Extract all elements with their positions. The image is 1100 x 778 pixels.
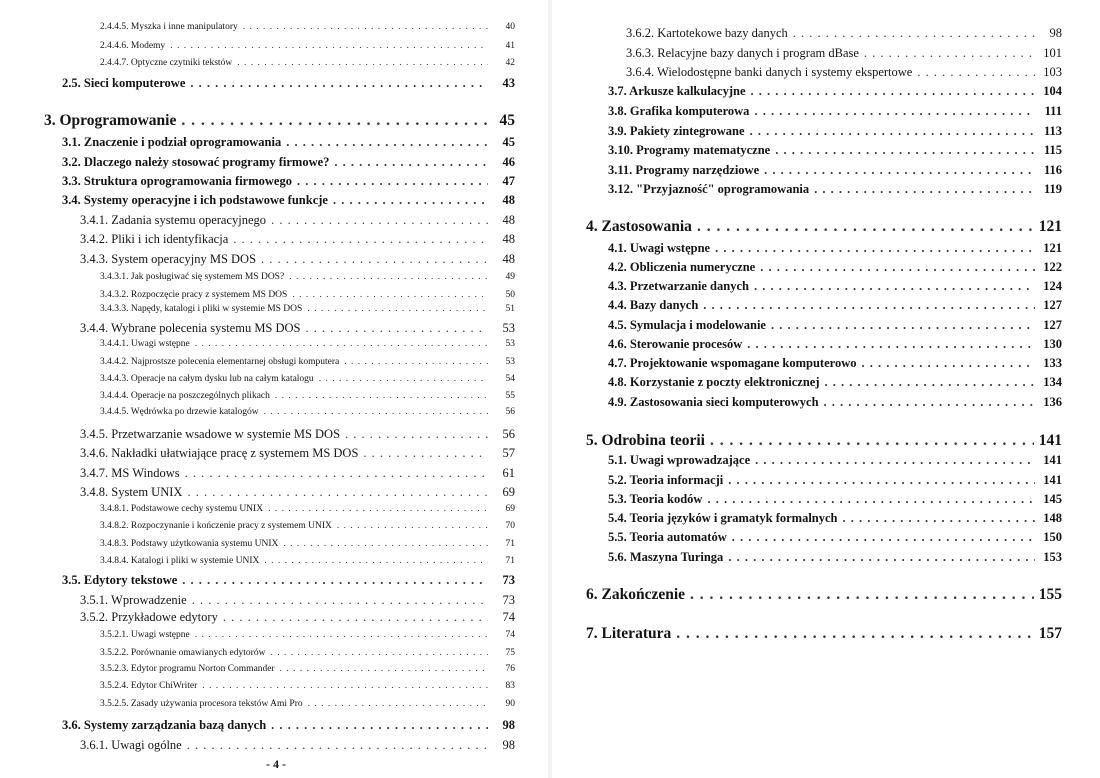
toc-entry-title: 2.4.4.5. Myszka i inne manipulatory [100,22,238,32]
left-toc-entry [100,22,515,32]
dot-leader [824,395,1035,410]
toc-entry-title: 2.5. Sieci komputerowe [62,76,186,90]
dot-leader [333,193,488,208]
toc-entry-page: 41 [505,41,515,51]
toc-entry-title: 6. Zakończenie [586,586,686,603]
toc-entry-title: 4.3. Przetwarzanie danych [608,279,749,293]
toc-entry-page: 40 [505,22,515,32]
left-page [0,0,548,778]
toc-entry-title: 5.1. Uwagi wprowadzające [608,453,751,467]
toc-entry-page: 104 [1043,84,1062,98]
right-toc-entry [608,395,1062,410]
toc-entry-page: 116 [1043,163,1062,177]
toc-entry-page: 98 [502,738,515,752]
dot-leader [268,504,488,514]
toc-entry-page: 50 [505,290,515,300]
left-toc-entry [100,357,515,367]
toc-entry-title: 3.8. Grafika komputerowa [608,104,750,118]
dot-leader [775,143,1035,158]
toc-entry-page: 155 [1038,586,1062,603]
left-toc-entry [100,374,515,384]
toc-entry-page: 71 [505,556,515,566]
left-toc-entry [80,593,515,608]
left-toc [0,0,548,778]
right-page [552,0,1100,778]
toc-entry-title: 3.4.2. Pliki i ich identyfikacja [80,232,229,246]
toc-entry-page: 55 [505,391,515,401]
dot-leader [814,182,1035,197]
toc-entry-page: 141 [1038,432,1062,449]
toc-entry-page: 122 [1043,260,1062,274]
toc-entry-title: 3.4.4.5. Wędrówka po drzewie katalogów [100,407,259,417]
toc-entry-title: 4.2. Obliczenia numeryczne [608,260,756,274]
dot-leader [728,473,1035,488]
dot-leader [275,391,488,401]
dot-leader [233,232,488,247]
dot-leader [261,252,488,267]
toc-entry-page: 71 [505,539,515,549]
right-toc [552,0,1100,778]
toc-entry-title: 3.4.3.3. Napędy, katalogi i pliki w systemie MS DOS [100,304,303,314]
toc-entry-page: 54 [505,374,515,384]
toc-entry-title: 3.4.8.4. Katalogi i pliki w systemie UNIX [100,556,260,566]
dot-leader [728,550,1035,565]
toc-entry-title: 3.6.1. Uwagi ogólne [80,738,182,752]
right-toc-entry [586,432,1062,450]
toc-entry-title: 3.5.2.2. Porównanie omawianych edytorów [100,648,266,658]
left-toc-entry [44,112,515,130]
left-toc-entry [100,539,515,549]
left-toc-entry [80,321,515,336]
left-toc-entry [62,135,515,150]
dot-leader [697,218,1034,236]
left-toc-entry [100,290,515,300]
toc-entry-title: 3.10. Programy matematyczne [608,143,771,157]
toc-entry-page: 83 [505,681,515,691]
dot-leader [334,155,488,170]
toc-entry-page: 127 [1043,298,1062,312]
dot-leader [715,241,1035,256]
left-toc-entry [100,699,515,709]
toc-entry-title: 3.12. "Przyjazność" oprogramowania [608,182,810,196]
toc-entry-page: 53 [505,339,515,349]
toc-entry-title: 5.3. Teoria kodów [608,492,703,506]
toc-entry-page: 121 [1043,241,1062,255]
dot-leader [237,58,488,68]
dot-leader [319,374,488,384]
toc-entry-title: 3.4.3. System operacyjny MS DOS [80,252,257,266]
left-toc-entry [80,485,515,500]
toc-entry-page: 75 [505,648,515,658]
toc-entry-page: 42 [505,58,515,68]
left-toc-entry [80,610,515,625]
toc-entry-title: 5. Odrobina teorii [586,432,705,449]
toc-entry-page: 51 [505,304,515,314]
toc-entry-page: 70 [505,521,515,531]
left-toc-entry [62,718,515,733]
toc-entry-title: 3.5.2.1. Uwagi wstępne [100,630,190,640]
toc-entry-page: 136 [1043,395,1062,409]
dot-leader [182,573,488,588]
toc-entry-page: 130 [1043,337,1062,351]
toc-entry-page: 115 [1043,143,1062,157]
dot-leader [864,46,1035,61]
toc-entry-title: 2.4.4.6. Modemy [100,41,166,51]
left-toc-entry [80,232,515,247]
dot-leader [280,664,488,674]
toc-entry-page: 124 [1043,279,1062,293]
toc-entry-title: 3.5.1. Wprowadzenie [80,593,187,607]
dot-leader [286,135,488,150]
toc-entry-page: 98 [1049,26,1062,40]
dot-leader [345,427,488,442]
right-toc-entry [608,143,1062,158]
toc-entry-page: 46 [502,155,515,169]
dot-leader [243,22,488,32]
toc-entry-page: 148 [1043,511,1062,525]
left-toc-entry [100,391,515,401]
toc-entry-title: 3.5. Edytory tekstowe [62,573,178,587]
toc-entry-page: 150 [1043,530,1062,544]
dot-leader [710,432,1034,450]
left-toc-entry [62,174,515,189]
dot-leader [190,76,488,91]
toc-entry-page: 69 [505,504,515,514]
toc-entry-title: 3.4.3.1. Jak posługiwać się systemem MS DOS? [100,272,285,282]
toc-entry-page: 53 [502,321,515,335]
right-toc-entry [608,550,1062,565]
toc-entry-page: 45 [502,135,515,149]
toc-entry-page: 111 [1044,104,1062,118]
dot-leader [764,163,1035,178]
toc-entry-page: 157 [1038,625,1062,642]
toc-entry-title: 3.1. Znaczenie i podział oprogramowania [62,135,282,149]
left-toc-entry [100,521,515,531]
toc-entry-page: 90 [505,699,515,709]
right-toc-entry [608,104,1062,119]
dot-leader [195,339,488,349]
toc-entry-page: 103 [1043,65,1062,79]
right-toc-entry [626,65,1062,80]
toc-entry-page: 49 [505,272,515,282]
toc-entry-title: 3.6.2. Kartotekowe bazy danych [626,26,788,40]
toc-entry-title: 3.6. Systemy zarządzania bazą danych [62,718,267,732]
dot-leader [760,260,1035,275]
right-toc-entry [608,530,1062,545]
toc-entry-title: 3.4.5. Przetwarzanie wsadowe w systemie MS DOS [80,427,341,441]
toc-entry-page: 134 [1043,375,1062,389]
right-toc-entry [608,260,1062,275]
dot-leader [306,321,488,336]
left-toc-entry [100,556,515,566]
dot-leader [192,593,488,608]
toc-entry-page: 153 [1043,550,1062,564]
left-toc-entry [80,252,515,267]
toc-entry-page: 98 [502,718,515,732]
dot-leader [181,112,488,130]
dot-leader [750,124,1035,139]
toc-entry-title: 4.7. Projektowanie wspomagane komputerowo [608,356,857,370]
left-toc-entry [100,630,515,640]
left-toc-entry [100,272,515,282]
right-toc-entry [626,46,1062,61]
toc-entry-page: 57 [502,446,515,460]
toc-entry-title: 5.5. Teoria automatów [608,530,727,544]
left-toc-entry [80,466,515,481]
toc-entry-title: 3.9. Pakiety zintegrowane [608,124,745,138]
dot-leader [690,586,1034,604]
dot-leader [825,375,1035,390]
toc-entry-page: 43 [502,76,515,90]
dot-leader [771,318,1035,333]
left-toc-entry [100,504,515,514]
toc-entry-page: 48 [502,193,515,207]
toc-entry-page: 45 [499,112,515,129]
toc-entry-page: 53 [505,357,515,367]
toc-entry-title: 3.5.2.4. Edytor ChiWriter [100,681,198,691]
left-toc-entry [80,446,515,461]
left-toc-entry [100,681,515,691]
toc-entry-title: 3.3. Struktura oprogramowania firmowego [62,174,292,188]
toc-entry-title: 3.4.8.3. Podstawy użytkowania systemu UNIX [100,539,279,549]
right-toc-entry [586,218,1062,236]
dot-leader [223,610,488,625]
toc-entry-title: 3.5.2. Przykładowe edytory [80,610,218,624]
dot-leader [185,466,488,481]
right-toc-entry [608,163,1062,178]
toc-entry-title: 5.6. Maszyna Turinga [608,550,724,564]
left-toc-entry [100,339,515,349]
toc-entry-page: 119 [1043,182,1062,196]
toc-entry-title: 7. Literatura [586,625,672,642]
toc-entry-title: 3.4.4.2. Najprostsze polecenia elementarnej obsługi komputera [100,357,340,367]
toc-entry-page: 56 [505,407,515,417]
dot-leader [676,625,1034,643]
right-toc-entry [608,356,1062,371]
left-toc-entry [62,155,515,170]
toc-entry-title: 4. Zastosowania [586,218,692,235]
toc-entry-page: 133 [1043,356,1062,370]
toc-entry-page: 74 [505,630,515,640]
dot-leader [755,453,1035,468]
right-toc-entry [608,298,1062,313]
right-toc-entry [608,279,1062,294]
toc-entry-title: 3.5.2.3. Edytor programu Norton Commander [100,664,275,674]
toc-entry-title: 3.2. Dlaczego należy stosować programy firmowe? [62,155,330,169]
right-toc-entry [586,586,1062,604]
dot-leader [170,41,488,51]
toc-entry-title: 4.1. Uwagi wstępne [608,241,711,255]
toc-entry-page: 48 [502,252,515,266]
toc-entry-page: 48 [502,232,515,246]
toc-entry-page: 47 [502,174,515,188]
dot-leader [337,521,488,531]
dot-leader [289,272,488,282]
right-toc-entry [586,625,1062,643]
right-toc-entry [608,337,1062,352]
left-toc-entry [62,573,515,588]
left-toc-entry [100,648,515,658]
toc-entry-page: 61 [502,466,515,480]
toc-entry-title: 3.11. Programy narzędziowe [608,163,760,177]
dot-leader [271,213,488,228]
toc-entry-title: 4.4. Bazy danych [608,298,699,312]
dot-leader [264,407,488,417]
toc-entry-page: 141 [1043,473,1062,487]
dot-leader [297,174,488,189]
toc-entry-page: 127 [1043,318,1062,332]
toc-entry-page: 48 [502,213,515,227]
page-number: - 4 - [266,757,286,771]
toc-entry-title: 3.4.4.1. Uwagi wstępne [100,339,190,349]
dot-leader [843,511,1036,526]
dot-leader [271,718,488,733]
right-toc-entry [608,124,1062,139]
toc-entry-page: 101 [1043,46,1062,60]
left-toc-entry [62,193,515,208]
toc-entry-title: 5.2. Teoria informacji [608,473,724,487]
dot-leader [732,530,1035,545]
toc-entry-page: 73 [502,593,515,607]
left-toc-entry [100,58,515,68]
toc-entry-title: 3.4.4.3. Operacje na całym dysku lub na całym katalogu [100,374,314,384]
dot-leader [703,298,1035,313]
toc-entry-title: 3.6.4. Wielodostępne banki danych i systemy ekspertowe [626,65,913,79]
toc-entry-page: 74 [502,610,515,624]
dot-leader [747,337,1035,352]
dot-leader [363,446,488,461]
dot-leader [202,681,488,691]
right-toc-entry [608,318,1062,333]
toc-entry-title: 2.4.4.7. Optyczne czytniki tekstów [100,58,233,68]
toc-entry-title: 3.4.8.1. Podstawowe cechy systemu UNIX [100,504,264,514]
left-toc-entry [80,427,515,442]
dot-leader [751,84,1035,99]
toc-entry-page: 121 [1038,218,1062,235]
dot-leader [187,738,488,753]
toc-entry-page: 69 [502,485,515,499]
toc-entry-title: 3.4.8. System UNIX [80,485,183,499]
dot-leader [307,304,488,314]
toc-entry-title: 3.4.7. MS Windows [80,466,180,480]
toc-entry-title: 3.5.2.5. Zasady używania procesora tekstów Ami Pro [100,699,303,709]
right-toc-entry [608,182,1062,197]
left-toc-entry [100,664,515,674]
toc-entry-title: 3.4.4. Wybrane polecenia systemu MS DOS [80,321,301,335]
right-toc-entry [608,375,1062,390]
dot-leader [344,357,488,367]
left-toc-entry [100,407,515,417]
toc-entry-title: 4.8. Korzystanie z poczty elektronicznej [608,375,820,389]
right-toc-entry [608,453,1062,468]
dot-leader [754,279,1035,294]
toc-entry-title: 4.5. Symulacja i modelowanie [608,318,766,332]
right-toc-entry [608,84,1062,99]
dot-leader [270,648,488,658]
left-toc-entry [100,304,515,314]
toc-entry-title: 3.4.3.2. Rozpoczęcie pracy z systemem MS DOS [100,290,288,300]
toc-entry-title: 3.4.8.2. Rozpoczynanie i kończenie pracy z systemem UNIX [100,521,332,531]
toc-entry-page: 113 [1043,124,1062,138]
toc-entry-title: 4.9. Zastosowania sieci komputerowych [608,395,819,409]
left-toc-entry [62,76,515,91]
toc-entry-title: 3. Oprogramowanie [44,112,177,129]
dot-leader [707,492,1035,507]
dot-leader [264,556,488,566]
toc-entry-title: 3.4.1. Zadania systemu operacyjnego [80,213,267,227]
dot-leader [862,356,1036,371]
toc-entry-page: 73 [502,573,515,587]
dot-leader [195,630,488,640]
toc-entry-page: 145 [1043,492,1062,506]
toc-entry-page: 56 [502,427,515,441]
toc-entry-title: 4.6. Sterowanie procesów [608,337,743,351]
left-toc-entry [80,738,515,753]
right-toc-entry [608,473,1062,488]
dot-leader [754,104,1035,119]
toc-entry-title: 3.4. Systemy operacyjne i ich podstawowe funkcje [62,193,328,207]
toc-entry-title: 3.4.4.4. Operacje na poszczególnych plikach [100,391,270,401]
toc-entry-title: 5.4. Teoria języków i gramatyk formalnych [608,511,838,525]
right-toc-entry [626,26,1062,41]
dot-leader [187,485,488,500]
right-toc-entry [608,511,1062,526]
left-toc-entry [80,213,515,228]
toc-entry-title: 3.7. Arkusze kalkulacyjne [608,84,746,98]
toc-entry-page: 76 [505,664,515,674]
dot-leader [292,290,488,300]
right-toc-entry [608,241,1062,256]
dot-leader [308,699,488,709]
right-toc-entry [608,492,1062,507]
toc-entry-title: 3.6.3. Relacyjne bazy danych i program dBase [626,46,859,60]
toc-entry-page: 141 [1043,453,1062,467]
dot-leader [283,539,488,549]
left-toc-entry [100,41,515,51]
toc-entry-title: 3.4.6. Nakładki ułatwiające pracę z systemem MS DOS [80,446,359,460]
dot-leader [793,26,1035,41]
dot-leader [917,65,1035,80]
